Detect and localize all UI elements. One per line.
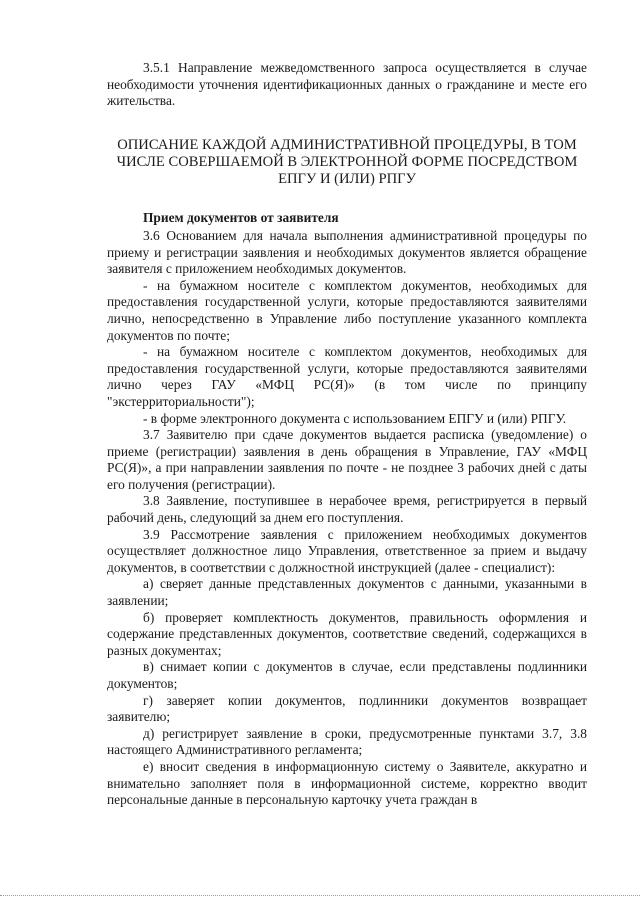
list-item-electronic: - в форме электронного документа с использованием ЕПГУ и (или) РПГУ.	[143, 410, 567, 426]
list-item-a: а) сверяет данные представленных документов с данными, указанными в заявлении;	[107, 576, 587, 609]
list-item-d: д) регистрирует заявление в сроки, предусмотренные пунктами 3.7, 3.8 настоящего Административного регламента;	[107, 725, 587, 758]
document-page	[107, 60, 587, 809]
paragraph-3-6: 3.6 Основанием для начала выполнения административной процедуры по приему и регистрации заявления и необходимых документов является обращение заявителя с приложением необходимых документов.	[107, 227, 587, 277]
intro-paragraph: 3.5.1 Направление межведомственного запроса осуществляется в случае необходимости уточнения идентификационных данных о гражданине и месте его жительства.	[107, 60, 587, 109]
list-item-g: г) заверяет копии документов, подлинники документов возвращает заявителю;	[107, 692, 587, 725]
paragraph-3-8: 3.8 Заявление, поступившее в нерабочее время, регистрируется в первый рабочий день, следующий за днем его поступления.	[107, 493, 587, 526]
list-item-v: в) снимает копии с документов в случае, если представлены подлинники документов;	[107, 659, 587, 692]
subsection-heading: Прием документов от заявителя	[143, 210, 339, 226]
list-item-b: б) проверяет комплектность документов, правильность оформления и содержание представленных документов, соответствие сведений, содержащихся в разных документах;	[107, 609, 587, 658]
list-item-e: е) вносит сведения в информационную систему о Заявителе, аккуратно и внимательно заполняет поля в информационной системе, корректно вводит персональные данные в персональную карточку учета граждан в	[107, 758, 587, 808]
paragraph-3-7: 3.7 Заявителю при сдаче документов выдается расписка (уведомление) о приеме (регистрации) заявления в день обращения в Управление, ГАУ «МФЦ РС(Я)», а при направлении заявления по почте - не позднее 3 рабочих дней с даты его получения (регистрации).	[107, 427, 587, 492]
list-item-paper-direct: - на бумажном носителе с комплектом документов, необходимых для предоставления государственной услуги, которые предоставляются заявителями лично, непосредственно в Управление либо поступление указанного комплекта документов по почте;	[107, 277, 587, 343]
scan-edge-line	[0, 895, 640, 896]
section-heading: ОПИСАНИЕ КАЖДОЙ АДМИНИСТРАТИВНОЙ ПРОЦЕДУРЫ, В ТОМ ЧИСЛЕ СОВЕРШАЕМОЙ В ЭЛЕКТРОННОЙ ФОРМЕ ПОСРЕДСТВОМ ЕПГУ И (ИЛИ) РПГУ	[116, 136, 578, 188]
list-item-paper-mfc: - на бумажном носителе с комплектом документов, необходимых для предоставления государственной услуги, которые предоставляются заявителями лично через ГАУ «МФЦ РС(Я)» (в том числе по принципу "экстерриториальности");	[107, 344, 587, 409]
paragraph-3-9: 3.9 Рассмотрение заявления с приложением необходимых документов осуществляет должностное лицо Управления, ответственное за прием и выдачу документов, в соответствии с должностной инструкцией (далее - специалист):	[107, 526, 587, 575]
